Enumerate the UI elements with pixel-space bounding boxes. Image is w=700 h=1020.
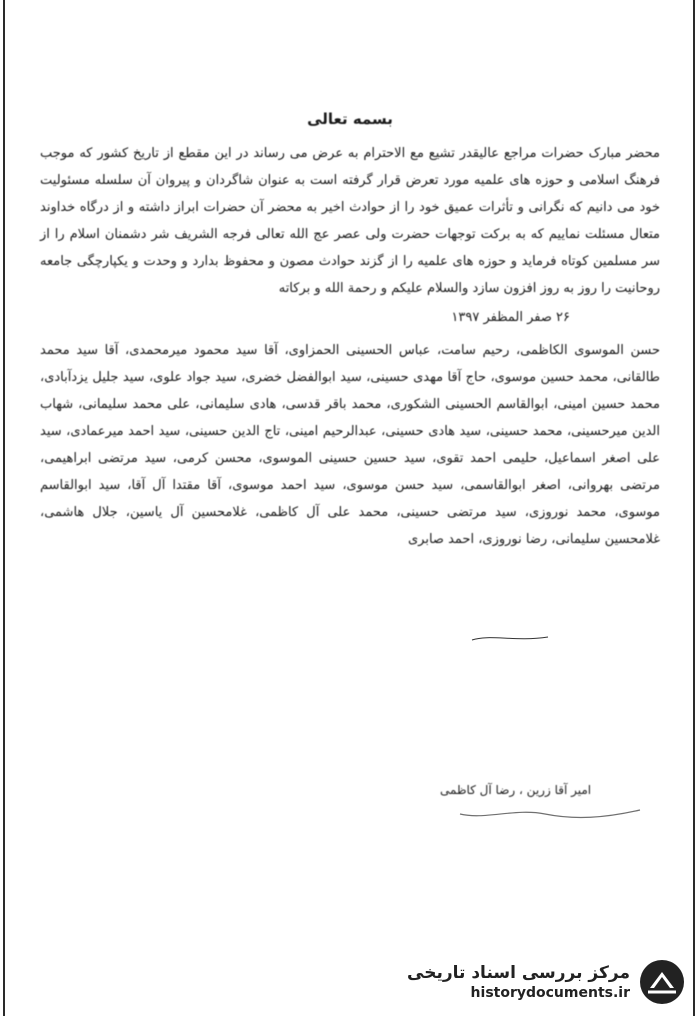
names-line: قدسی، هادی سلیمانی، علی محمد سلیمانی، شهاب الدین میرحسینی، محمد حسینی، سید هادی xyxy=(40,397,660,439)
names-line: نوروزی، سید مرتضی حسینی، محمد علی آل کاظمی، غلامحسین آل یاسین، جلال هاشمی، غلامحسین xyxy=(40,505,660,547)
letter-paragraph xyxy=(40,140,660,302)
body-line: محضر مبارک حضرات مراجع عالیقدر تشیع مع الاحترام به عرض می رساند در این مقطع از تاریخ کشور xyxy=(97,146,660,161)
handwritten-signature-mark xyxy=(455,800,645,824)
names-line: جواد علوی، سید جلیل یزدآبادی، محمد حسین امینی، ابوالقاسم الحسینی الشکوری، محمد باقر xyxy=(40,370,660,412)
names-line: احمد تقوی، سید حسین حسینی الموسوی، محسن کرمی، سید مرتضی ابراهیمی، مرتضی بهروانی، اصغر xyxy=(40,451,661,493)
letter-date: ۲۶ صفر المظفر ۱۳۹۷ xyxy=(451,310,570,325)
archive-website: historydocuments.ir xyxy=(470,985,630,1001)
body-line: گزند حوادث مصون و محفوظ بدارد و وحدت و یکپارچگی جامعه روحانیت را روز به روز افزون سازد xyxy=(40,254,660,296)
letter-heading: بسمه تعالی xyxy=(307,110,393,128)
signatories-list xyxy=(40,337,660,553)
names-line: آقا سید محمد طالقانی، محمد حسین موسوی، حاج آقا مهدی حسینی، سید ابوالفضل خضری، سید xyxy=(40,343,661,385)
body-line: که موجب فرهنگ اسلامی و حوزه های علمیه مورد تعرض قرار گرفته است به عنوان شاگردان و پیروان آن xyxy=(40,146,660,188)
body-line: ابراز داشته و از درگاه خداوند متعال مسئلت نماییم که به برکت توجهات حضرت ولی عصر عج الله xyxy=(40,200,661,242)
names-line: حسینی، عبدالرحیم امینی، تاج الدین حسینی، سید احمد میرعمادی، سید علی اصغر اسماعیل، حلیمی xyxy=(40,424,660,466)
archive-watermark xyxy=(407,958,686,1006)
body-line: سلسله مسئولیت خود می دانیم که نگرانی و تأثرات عمیق خود را از حوادث اخیر به محضر آن حضرات xyxy=(40,173,661,215)
body-line: تعالی فرجه الشریف شر دشمنان اسلام را از سر مسلمین کوتاه فرماید و حوزه های علمیه را از xyxy=(40,227,660,269)
letter-body xyxy=(40,110,660,553)
underline-stroke xyxy=(470,632,550,644)
book-logo-icon xyxy=(638,958,686,1006)
names-line: سلیمانی، رضا نوروزی، احمد صابری xyxy=(407,532,601,547)
signature-line: امیر آقا زرین ، رضا آل کاظمی xyxy=(440,783,592,797)
names-line: حسن الموسوی الكاظمی، رحیم سامت، عباس الحسینی الحمزاوی، آقا سید محمود میرمحمدی، xyxy=(125,343,660,358)
names-line: ابوالقاسمی، سید حسن موسوی، سید احمد موسوی، آقا مقتدا آل آقا، سید ابوالقاسم موسوی، محمد xyxy=(40,478,660,520)
body-line: والسلام علیکم و رحمة الله و برکاته xyxy=(278,281,469,296)
archive-name: مرکز بررسی اسناد تاریخی xyxy=(407,963,630,983)
